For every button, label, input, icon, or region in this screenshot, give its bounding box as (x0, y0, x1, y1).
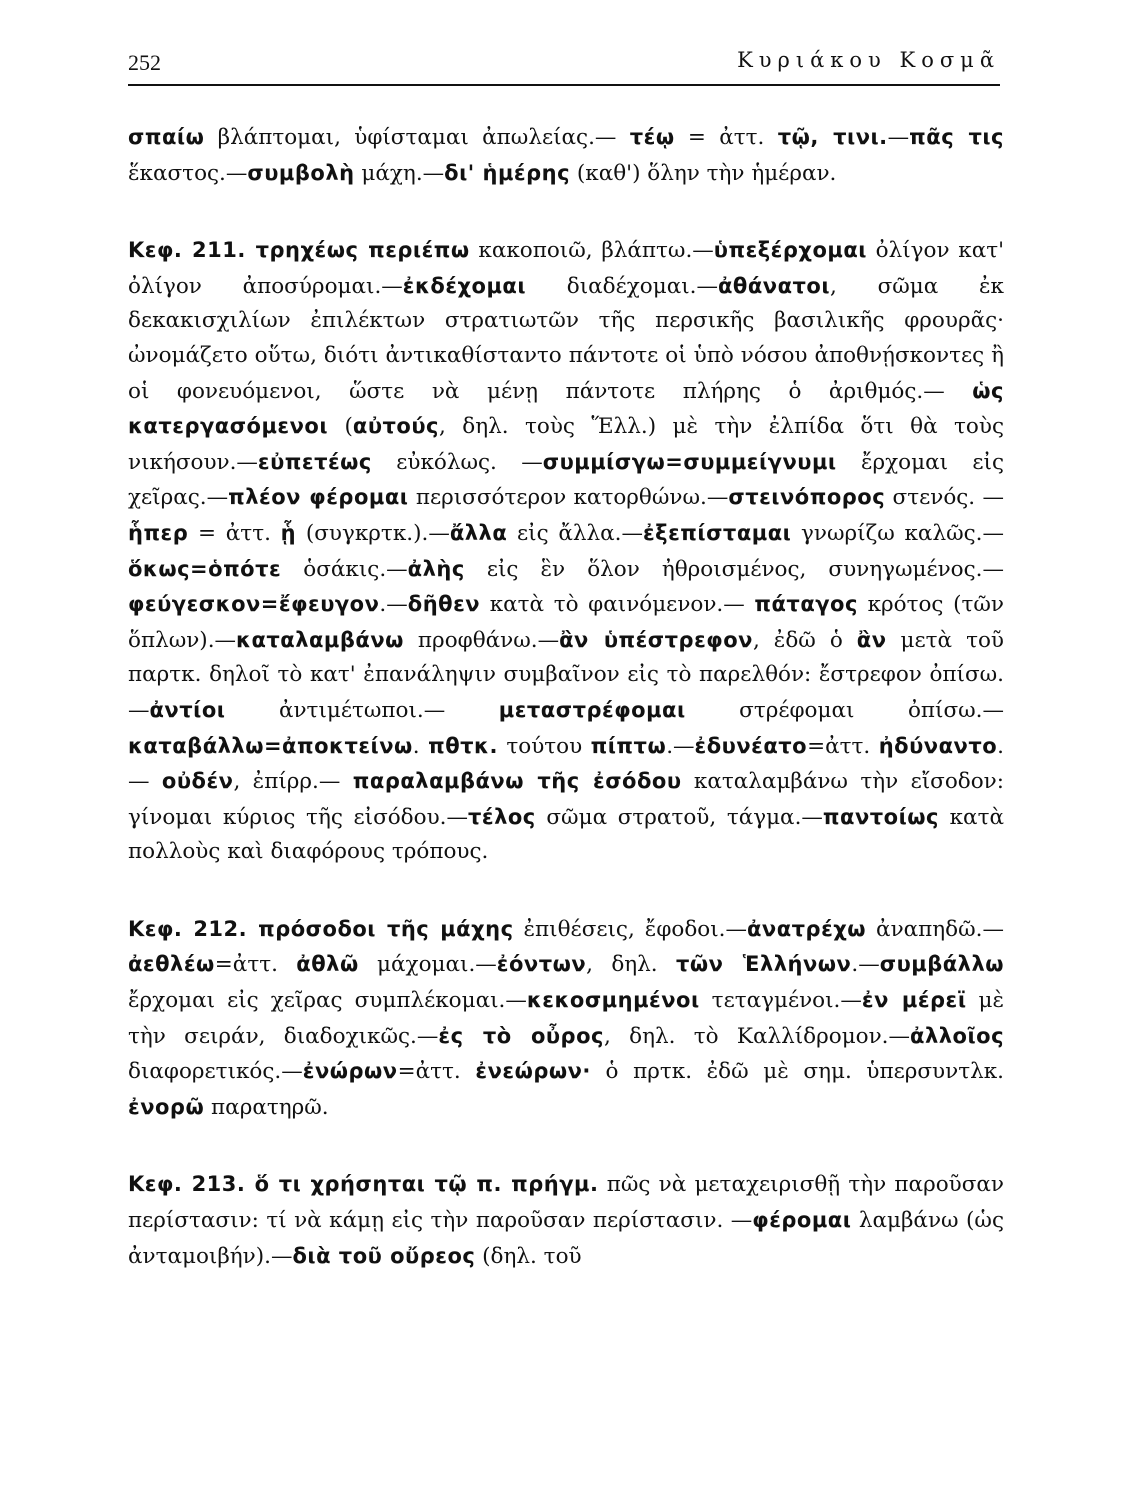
bold-lemma: ἠδύναντο (878, 733, 998, 758)
paragraph-glossary-intro (128, 120, 1004, 191)
paragraph-chapter-213 (128, 1167, 1004, 1274)
bold-lemma: Κεφ. 212. (128, 916, 259, 941)
bold-lemma: οὐδέν (161, 769, 234, 794)
bold-lemma: ἀντίοι (149, 697, 226, 722)
gloss-text: βλάπτομαι, ὑφίσταμαι ἀπωλείας.— (204, 125, 630, 150)
gloss-text: ἀναπηδῶ.— (866, 916, 1004, 942)
gloss-text: . — (128, 733, 1004, 795)
gloss-text: = ἀττ. (674, 125, 778, 150)
gloss-text: (δηλ. τοῦ (475, 1243, 582, 1269)
bold-lemma: ἐς τὸ οὖρος (438, 1023, 604, 1048)
bold-lemma: ὡς κατεργασόμενοι (128, 378, 1004, 439)
bold-lemma: πάταγος (754, 592, 858, 617)
bold-lemma: ἀεθλέω (128, 952, 215, 977)
bold-lemma: τῶν Ἑλλήνων (676, 952, 852, 977)
bold-lemma: ᾗ (280, 520, 297, 545)
gloss-text: εἰς ἓν ὅλον ἠθροισμένος, συνηγωμένος.— (464, 556, 1004, 582)
bold-lemma: τέλος (467, 804, 536, 829)
gloss-text: κρότος (τῶν ὅπλων).— (128, 592, 1004, 653)
gloss-text: λαμβάνω (ὡς ἀνταμοιβήν).— (128, 1208, 1004, 1269)
bold-lemma: ἀνατρέχω (746, 916, 867, 941)
gloss-text: = ἀττ. (188, 520, 281, 546)
bold-lemma: ἀθάνατοι (717, 273, 831, 298)
bold-lemma: ὑπεξέρχομαι (713, 238, 867, 263)
bold-lemma: Κεφ. 211. (128, 238, 256, 263)
gloss-text: ἔρχομαι εἰς χεῖρας.— (128, 449, 1004, 511)
bold-lemma: τῷ, τινι. (777, 125, 888, 149)
gloss-text: περισσότερον κατορθώνω.— (408, 485, 729, 511)
bold-lemma: παραλαμβάνω τῆς ἐσόδου (352, 769, 682, 794)
bold-lemma: δῆθεν (407, 592, 481, 617)
gloss-text: , δηλ. τοὺς Ἕλλ.) μὲ τὴν ἐλπίδα ὅτι θὰ τοὺς νικήσουν.— (128, 414, 1004, 475)
gloss-text: γνωρίζω καλῶς.— (791, 520, 1004, 546)
gloss-text: , δηλ. (586, 952, 676, 978)
gloss-text: , ἐπίρρ.— (233, 769, 353, 795)
gloss-text: τεταγμένοι.— (699, 988, 862, 1014)
bold-lemma: Κεφ. 213. (128, 1172, 255, 1197)
gloss-text: εἰς ἄλλα.— (507, 520, 643, 546)
gloss-text: κατὰ τὸ φαινόμενον.— (480, 592, 755, 618)
bold-lemma: διὰ τοῦ οὔρεος (292, 1243, 476, 1268)
page-number: 252 (128, 50, 161, 75)
bold-lemma: πθτκ. (428, 733, 498, 758)
bold-lemma: συμμίσγω=συμμείγνυμι (542, 449, 837, 474)
gloss-text: σῶμα στρατοῦ, τάγμα.— (535, 804, 823, 830)
gloss-text: μὲ τὴν σειράν, διαδοχικῶς.— (128, 988, 1004, 1049)
bold-lemma: συμβάλλω (879, 952, 1004, 977)
gloss-text: ἀντιμέτωποι.— (225, 697, 499, 723)
page-body (128, 120, 1004, 1316)
bold-lemma: ἐξεπίσταμαι (642, 520, 792, 545)
gloss-text: στρέφομαι ὀπίσω.— (685, 697, 1004, 723)
bold-lemma: πίπτω (590, 733, 667, 758)
gloss-text: μετὰ τοῦ παρτκ. δηλοῖ τὸ κατ' ἐπανάληψιν συμβαῖνον εἰς τὸ παρελθόν: ἔστρεφον ὀπίσω.— (128, 627, 1004, 723)
gloss-text: ὀλίγον κατ' ὀλίγον ἀποσύρομαι.— (128, 238, 1005, 299)
gloss-text: ἐπιθέσεις, ἔφοδοι.— (513, 916, 747, 942)
gloss-text: (καθ') ὅλην τὴν ἡμέραν. (570, 160, 837, 186)
gloss-text: (συγκρτκ.).— (296, 520, 450, 546)
bold-lemma: καταλαμβάνω (236, 627, 404, 652)
bold-lemma: ἐνορῶ (128, 1094, 205, 1119)
gloss-text: .— (379, 592, 408, 618)
gloss-text: ὁ πρτκ. ἐδῶ μὲ σημ. ὑπερσυντλκ. (590, 1059, 1004, 1085)
gloss-text: μάχη.— (354, 160, 445, 186)
bold-lemma: φέρομαι (752, 1208, 852, 1233)
bold-lemma: ἀλὴς (407, 556, 465, 581)
bold-lemma: τέῳ (629, 125, 675, 149)
bold-lemma: κεκοσμημένοι (526, 988, 700, 1013)
bold-lemma: σπαίω (128, 125, 205, 149)
bold-lemma: ἄλλα (449, 520, 508, 545)
gloss-text: καταλαμβάνω τὴν εἴσοδον: γίνομαι κύριος τῆς εἰσόδου.— (128, 769, 1004, 830)
gloss-text: πῶς νὰ μεταχειρισθῇ τὴν παροῦσαν περίστασιν: τί νὰ κάμῃ εἰς τὴν παροῦσαν περίστασιν. — (128, 1172, 1004, 1234)
bold-lemma: ἐόντων (496, 952, 587, 977)
bold-lemma: ἐκδέχομαι (402, 273, 527, 298)
gloss-text: διαδέχομαι.— (526, 273, 718, 299)
gloss-text: εὐκόλως. — (371, 449, 543, 475)
paragraph-chapter-212 (128, 912, 1004, 1126)
page-header (128, 46, 1000, 86)
gloss-text: . (412, 733, 429, 759)
gloss-text: ἕκαστος.— (128, 160, 248, 186)
bold-lemma: ὅκως=ὁπότε (128, 556, 282, 581)
bold-lemma: τρηχέως περιέπω (255, 238, 470, 263)
bold-lemma: πρόσοδοι τῆς μάχης (258, 916, 514, 941)
gloss-text: .— (851, 952, 880, 978)
bold-lemma: ἀλλοῖος (910, 1023, 1005, 1048)
bold-lemma: ὅ τι χρήσηται τῷ π. πρήγμ. (254, 1172, 599, 1197)
bold-lemma: πλέον φέρομαι (228, 485, 409, 510)
bold-lemma: ἂν ὑπέστρεφον (559, 627, 753, 652)
bold-lemma: ἐν μέρεϊ (861, 988, 967, 1013)
bold-lemma: πᾶς τις (909, 125, 1004, 149)
gloss-text: =ἀττ. (397, 1059, 476, 1085)
bold-lemma: ἂν (856, 627, 887, 652)
gloss-text: προφθάνω.— (403, 627, 560, 653)
bold-lemma: στεινόπορος (728, 485, 886, 510)
gloss-text: , σῶμα ἐκ δεκακισχιλίων ἐπιλέκτων στρατιωτῶν τῆς περσικῆς βασιλικῆς φρουρᾶς· ὠνομάζετο οὕτω, διότι ἀντικαθίσταντο πάντοτε οἱ ὑπὸ νόσου ἀποθνῄσκοντες ἢ οἱ φονευόμενοι, ὥστε νὰ μένῃ πάντοτε πλήρης ὁ ἀριθμός.— (128, 273, 1004, 404)
bold-lemma: ἀθλῶ (296, 952, 359, 977)
gloss-text: στενός. — (885, 485, 1004, 511)
gloss-text: =ἀττ. (214, 952, 297, 978)
gloss-text: κατὰ πολλοὺς καὶ διαφόρους τρόπους. (128, 804, 1004, 865)
gloss-text: , δηλ. τὸ Καλλίδρομον.— (603, 1023, 911, 1049)
bold-lemma: δι' ἡμέρης (444, 160, 571, 185)
bold-lemma: εὐπετέως (257, 449, 372, 474)
gloss-text: κακοποιῶ, βλάπτω.— (469, 238, 714, 264)
gloss-text: διαφορετικός.— (128, 1059, 303, 1085)
gloss-text: .— (666, 733, 695, 759)
bold-lemma: ἐδυνέατο (694, 733, 808, 758)
gloss-text: , ἐδῶ ὁ (752, 627, 857, 653)
bold-lemma: φεύγεσκον=ἔφευγον (128, 592, 380, 617)
gloss-text: ( (328, 414, 353, 440)
bold-lemma: συμβολὴ (247, 160, 355, 185)
bold-lemma: ἐνώρων (302, 1059, 398, 1084)
bold-lemma: παντοίως (822, 804, 939, 829)
running-title: Κυριάκου Κοσμᾶ (737, 48, 1000, 72)
bold-lemma: ἧπερ (128, 520, 189, 545)
bold-lemma: καταβάλλω=ἀποκτείνω (128, 733, 413, 758)
gloss-text: μάχομαι.— (358, 952, 497, 978)
paragraph-chapter-211 (128, 233, 1004, 870)
bold-lemma: ἐνεώρων· (475, 1059, 591, 1084)
bold-lemma: αὐτούς (352, 414, 439, 439)
bold-lemma: μεταστρέφομαι (498, 697, 686, 722)
gloss-text: =ἀττ. (807, 733, 879, 759)
gloss-text: ὁσάκις.— (281, 556, 408, 582)
gloss-text: παρατηρῶ. (204, 1094, 329, 1120)
gloss-text: — (887, 125, 910, 150)
gloss-text: τούτου (497, 733, 591, 759)
gloss-text: ἔρχομαι εἰς χεῖρας συμπλέκομαι.— (128, 988, 527, 1014)
